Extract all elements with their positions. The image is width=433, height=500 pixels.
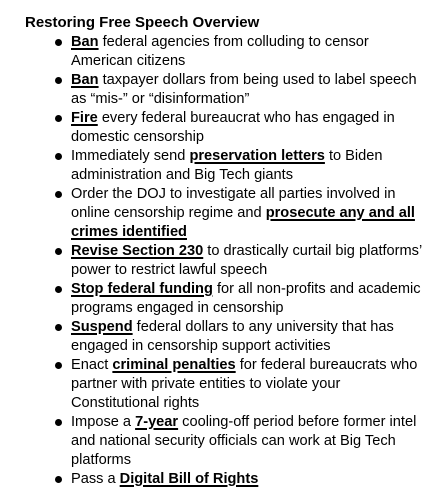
emphasized-text: Suspend (71, 319, 133, 335)
list-item (25, 280, 423, 318)
bullet-icon (55, 324, 62, 331)
list-item (25, 413, 423, 470)
emphasized-text: Revise Section 230 (71, 243, 204, 259)
list-item (25, 242, 423, 280)
emphasized-text: Stop federal funding (71, 281, 213, 297)
emphasized-text: Digital Bill of Rights (119, 471, 259, 487)
list-item (25, 109, 423, 147)
item-text: Impose a (71, 414, 136, 430)
emphasized-text: Ban (71, 34, 99, 50)
bullet-icon (55, 115, 62, 122)
bullet-icon (55, 419, 62, 426)
list-item (25, 470, 423, 489)
emphasized-text: criminal penalties (112, 357, 236, 373)
list-item (25, 147, 423, 185)
emphasized-text: prosecute any and all crimes identified (71, 205, 415, 240)
item-text: Pass a (71, 471, 120, 487)
item-text: to drastically curtail big platforms’ power to restrict lawful speech (71, 243, 422, 278)
bullet-icon (55, 476, 62, 483)
item-text: federal dollars to any university that has engaged in censorship support activities (71, 319, 394, 354)
item-text: Immediately send (71, 148, 190, 164)
document-title: Restoring Free Speech Overview (25, 14, 260, 31)
item-text: cooling-off period before former intel and national security officials can work at Big Tech platforms (71, 414, 417, 468)
emphasized-text: 7-year (135, 414, 179, 430)
item-text: Enact (71, 357, 113, 373)
bullet-icon (55, 286, 62, 293)
list-item (25, 185, 423, 242)
bullet-icon (55, 191, 62, 198)
list-item (25, 33, 423, 71)
bullet-icon (55, 248, 62, 255)
item-text: federal agencies from colluding to censor American citizens (71, 34, 369, 69)
emphasized-text: Ban (71, 72, 99, 88)
emphasized-text: preservation letters (189, 148, 325, 164)
item-text: every federal bureaucrat who has engaged in domestic censorship (71, 110, 395, 145)
list-item (25, 356, 423, 413)
list-item (25, 318, 423, 356)
item-text: Order the DOJ to investigate all parties involved in online censorship regime and (71, 186, 396, 221)
item-text: for all non-profits and academic programs engaged in censorship (71, 281, 421, 316)
list-item (25, 71, 423, 109)
bullet-icon (55, 362, 62, 369)
emphasized-text: Fire (71, 110, 98, 126)
item-text: taxpayer dollars from being used to label speech as “mis-” or “disinformation” (71, 72, 417, 107)
item-text: for federal bureaucrats who partner with private entities to violate your Constitutional rights (71, 357, 418, 411)
item-text: to Biden administration and Big Tech giants (71, 148, 383, 183)
bullet-icon (55, 77, 62, 84)
bullet-icon (55, 39, 62, 46)
bullet-list (25, 33, 423, 489)
bullet-icon (55, 153, 62, 160)
